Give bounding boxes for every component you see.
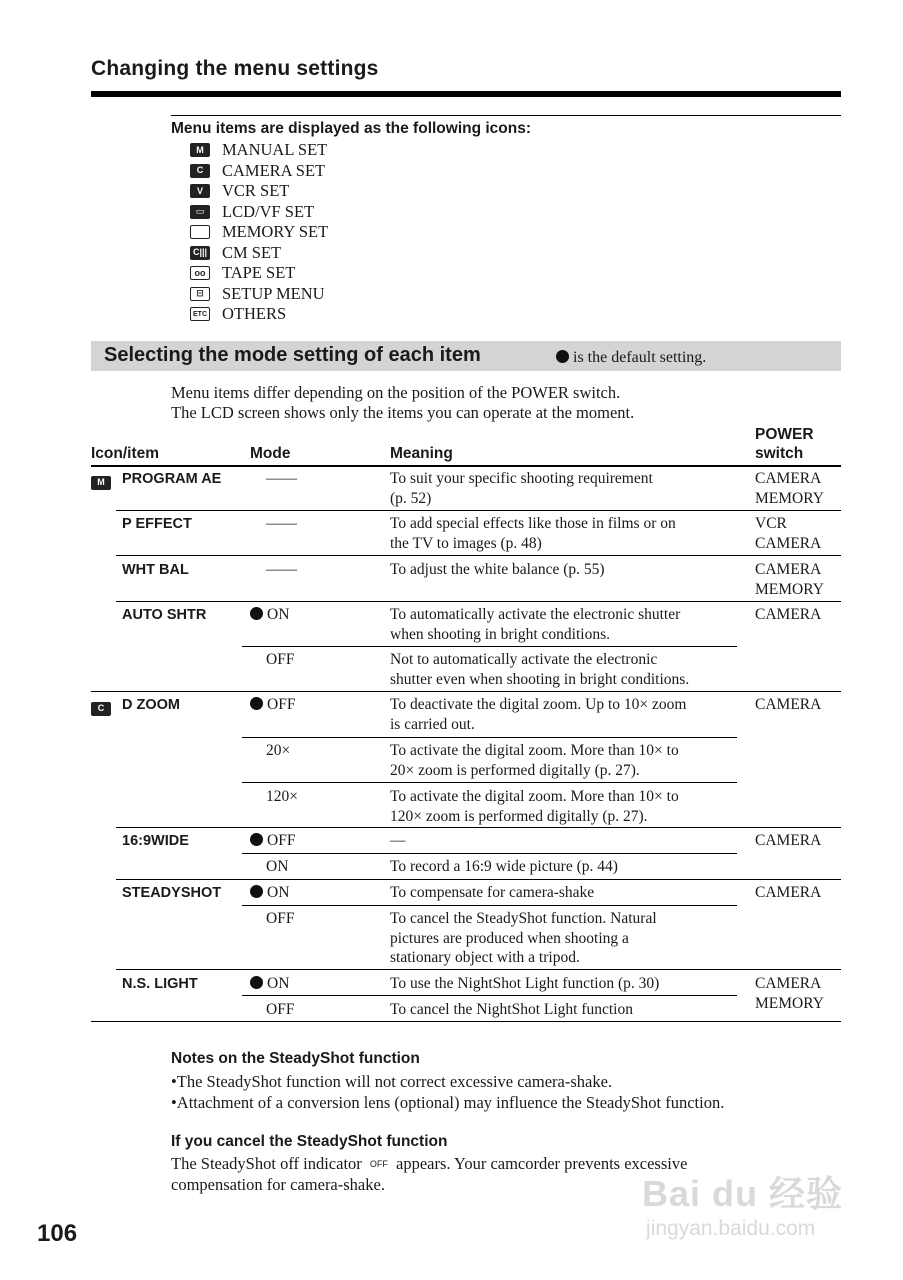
col-header-meaning: Meaning [390, 445, 453, 462]
meaning-line: the TV to images (p. 48) [390, 534, 542, 552]
power-text [755, 469, 824, 508]
meaning-line: pictures are produced when shooting a [390, 929, 629, 947]
intro-rule [171, 115, 841, 116]
power-line: MEMORY [755, 489, 824, 507]
default-dot-icon [250, 607, 263, 620]
mode-label: ON [267, 884, 290, 901]
meaning-line: (p. 52) [390, 489, 432, 507]
row-divider [242, 905, 737, 906]
watermark-logo: Bai du 经验 [642, 1173, 844, 1214]
meaning-line: To cancel the SteadyShot function. Natural [390, 910, 657, 927]
list-item [190, 304, 328, 325]
table-bottom-rule [91, 1021, 841, 1022]
col-header-power-line: switch [755, 445, 804, 462]
row-divider [242, 646, 737, 647]
mode-label: OFF [267, 832, 296, 849]
default-dot-icon [250, 885, 263, 898]
list-item [190, 222, 328, 243]
list-item [190, 284, 328, 305]
power-text [755, 974, 824, 1013]
meaning-line: To activate the digital zoom. More than 10× to [390, 742, 679, 759]
row-divider [116, 601, 841, 602]
cancel-text-part: The SteadyShot off indicator [171, 1154, 362, 1173]
meaning-text: — [390, 832, 406, 849]
mode-on: ON [266, 858, 289, 875]
icon-label: CAMERA SET [222, 160, 326, 180]
meaning-line: To deactivate the digital zoom. Up to 10× zoom [390, 696, 687, 713]
mode-off: OFF [266, 1001, 295, 1018]
list-item [190, 202, 328, 223]
item-d-zoom: D ZOOM [122, 697, 180, 713]
cancel-text-part: compensation for camera-shake. [171, 1174, 385, 1194]
default-dot-icon [556, 350, 569, 363]
meaning-text: To compensate for camera-shake [390, 884, 595, 901]
menu-icon-list [190, 140, 328, 325]
power-text: CAMERA [755, 832, 822, 849]
note-item: •The SteadyShot function will not correct excessive camera-shake. [171, 1072, 613, 1091]
icon-label: OTHERS [222, 304, 287, 324]
meaning-text [390, 695, 686, 734]
row-divider [116, 827, 841, 828]
page-number: 106 [37, 1220, 78, 1247]
col-header-power [755, 425, 814, 463]
power-line: VCR [755, 515, 787, 532]
row-divider [242, 782, 737, 783]
others-icon: ETC [190, 307, 210, 321]
meaning-line: is carried out. [390, 715, 475, 733]
section-title: Selecting the mode setting of each item [104, 344, 481, 366]
meaning-line: Not to automatically activate the electronic [390, 651, 658, 668]
memory-set-icon [190, 225, 210, 239]
default-note-text: is the default setting. [573, 349, 707, 366]
item-wht-bal: WHT BAL [122, 562, 189, 578]
lcd-vf-set-icon: ▭ [190, 205, 210, 219]
icon-label: CM SET [222, 242, 282, 262]
power-line: CAMERA [755, 470, 822, 487]
icon-label: MANUAL SET [222, 140, 328, 160]
icon-label: LCD/VF SET [222, 201, 315, 221]
table-row-icon [91, 697, 123, 717]
header-rule [91, 91, 841, 97]
power-text: CAMERA [755, 606, 822, 623]
page-title: Changing the menu settings [91, 57, 379, 80]
meaning-text: To adjust the white balance (p. 55) [390, 561, 605, 578]
mode-on-default [250, 974, 289, 994]
mode-dash: —— [266, 515, 297, 532]
icon-label: MEMORY SET [222, 222, 329, 242]
mode-off: OFF [266, 651, 295, 668]
meaning-text [390, 909, 657, 968]
item-auto-shtr: AUTO SHTR [122, 607, 207, 623]
item-ns-light: N.S. LIGHT [122, 976, 198, 992]
meaning-line: shutter even when shooting in bright conditions. [390, 670, 690, 688]
row-divider [242, 737, 737, 738]
mode-off-default [250, 831, 295, 851]
mode-dash: —— [266, 561, 297, 578]
row-divider [116, 555, 841, 556]
notes-heading: Notes on the SteadyShot function [171, 1050, 420, 1067]
list-item [190, 181, 328, 202]
meaning-line: 120× zoom is performed digitally (p. 27). [390, 807, 648, 825]
item-program-ae: PROGRAM AE [122, 471, 222, 487]
mode-label: OFF [267, 696, 296, 713]
icons-heading: Menu items are displayed as the following icons: [171, 120, 532, 137]
default-dot-icon [250, 833, 263, 846]
cancel-text-part: appears. Your camcorder prevents excessive [396, 1154, 688, 1173]
camera-set-icon: C [91, 702, 111, 716]
watermark-url: jingyan.baidu.com [646, 1217, 816, 1240]
meaning-text [390, 650, 689, 689]
row-divider [116, 969, 841, 970]
power-line: CAMERA [755, 534, 822, 552]
list-item [190, 263, 328, 284]
list-item [190, 243, 328, 264]
mode-on-default [250, 605, 289, 625]
vcr-set-icon: V [190, 184, 210, 198]
power-text: CAMERA [755, 884, 822, 901]
icon-label: VCR SET [222, 181, 290, 201]
list-item [190, 161, 328, 182]
meaning-line: To suit your specific shooting requirement [390, 470, 653, 487]
power-line: MEMORY [755, 994, 824, 1012]
meaning-text: To use the NightShot Light function (p. 30) [390, 975, 660, 992]
mode-dash: —— [266, 470, 297, 487]
manual-set-icon: M [91, 476, 111, 490]
power-text [755, 514, 821, 553]
meaning-text [390, 469, 653, 508]
meaning-line: To activate the digital zoom. More than 10× to [390, 788, 679, 805]
meaning-text: To cancel the NightShot Light function [390, 1001, 633, 1018]
col-header-mode: Mode [250, 445, 291, 462]
col-header-power-line: POWER [755, 426, 814, 443]
meaning-text: To record a 16:9 wide picture (p. 44) [390, 858, 618, 875]
default-dot-icon [250, 697, 263, 710]
description-line: The LCD screen shows only the items you can operate at the moment. [171, 402, 635, 422]
section-description [171, 383, 634, 422]
icon-label: TAPE SET [222, 263, 296, 283]
table-header-rule [91, 465, 841, 467]
group-divider [91, 691, 841, 692]
mode-label: ON [267, 975, 290, 992]
power-text: CAMERA [755, 696, 822, 713]
meaning-line: To add special effects like those in films or on [390, 515, 676, 532]
mode-on-default [250, 883, 289, 903]
power-line: CAMERA [755, 561, 822, 578]
description-line: Menu items differ depending on the position of the POWER switch. [171, 383, 621, 402]
power-text [755, 560, 824, 599]
item-steadyshot: STEADYSHOT [122, 885, 222, 901]
power-line: CAMERA [755, 975, 822, 992]
steadyshot-off-icon: OFF [369, 1159, 388, 1169]
tape-set-icon: oo [190, 266, 210, 280]
setup-menu-icon: ⊟ [190, 287, 210, 301]
default-dot-icon [250, 976, 263, 989]
mode-off: OFF [266, 910, 295, 927]
mode-120x: 120× [266, 788, 298, 805]
table-row-icon [91, 471, 123, 491]
row-divider [242, 995, 737, 996]
meaning-line: when shooting in bright conditions. [390, 625, 611, 643]
row-divider [116, 510, 841, 511]
meaning-line: To automatically activate the electronic shutter [390, 606, 681, 623]
item-p-effect: P EFFECT [122, 516, 192, 532]
row-divider [242, 853, 737, 854]
meaning-line: stationary object with a tripod. [390, 949, 580, 966]
meaning-line: 20× zoom is performed digitally (p. 27). [390, 761, 640, 779]
icon-label: SETUP MENU [222, 283, 325, 303]
col-header-icon-item: Icon/item [91, 445, 160, 462]
item-16-9-wide: 16:9WIDE [122, 833, 189, 849]
note-item: •Attachment of a conversion lens (optional) may influence the SteadyShot function. [171, 1093, 725, 1112]
list-item [190, 140, 328, 161]
power-line: MEMORY [755, 580, 824, 598]
mode-off-default [250, 695, 295, 715]
meaning-text [390, 605, 680, 644]
cancel-heading: If you cancel the SteadyShot function [171, 1133, 448, 1150]
default-setting-note [556, 349, 706, 367]
row-divider [116, 879, 841, 880]
mode-label: ON [267, 606, 290, 623]
cm-set-icon: C||| [190, 246, 210, 260]
meaning-text [390, 741, 679, 780]
meaning-text [390, 514, 676, 553]
camera-set-icon: C [190, 164, 210, 178]
mode-20x: 20× [266, 742, 291, 759]
manual-set-icon: M [190, 143, 210, 157]
meaning-text [390, 787, 679, 826]
